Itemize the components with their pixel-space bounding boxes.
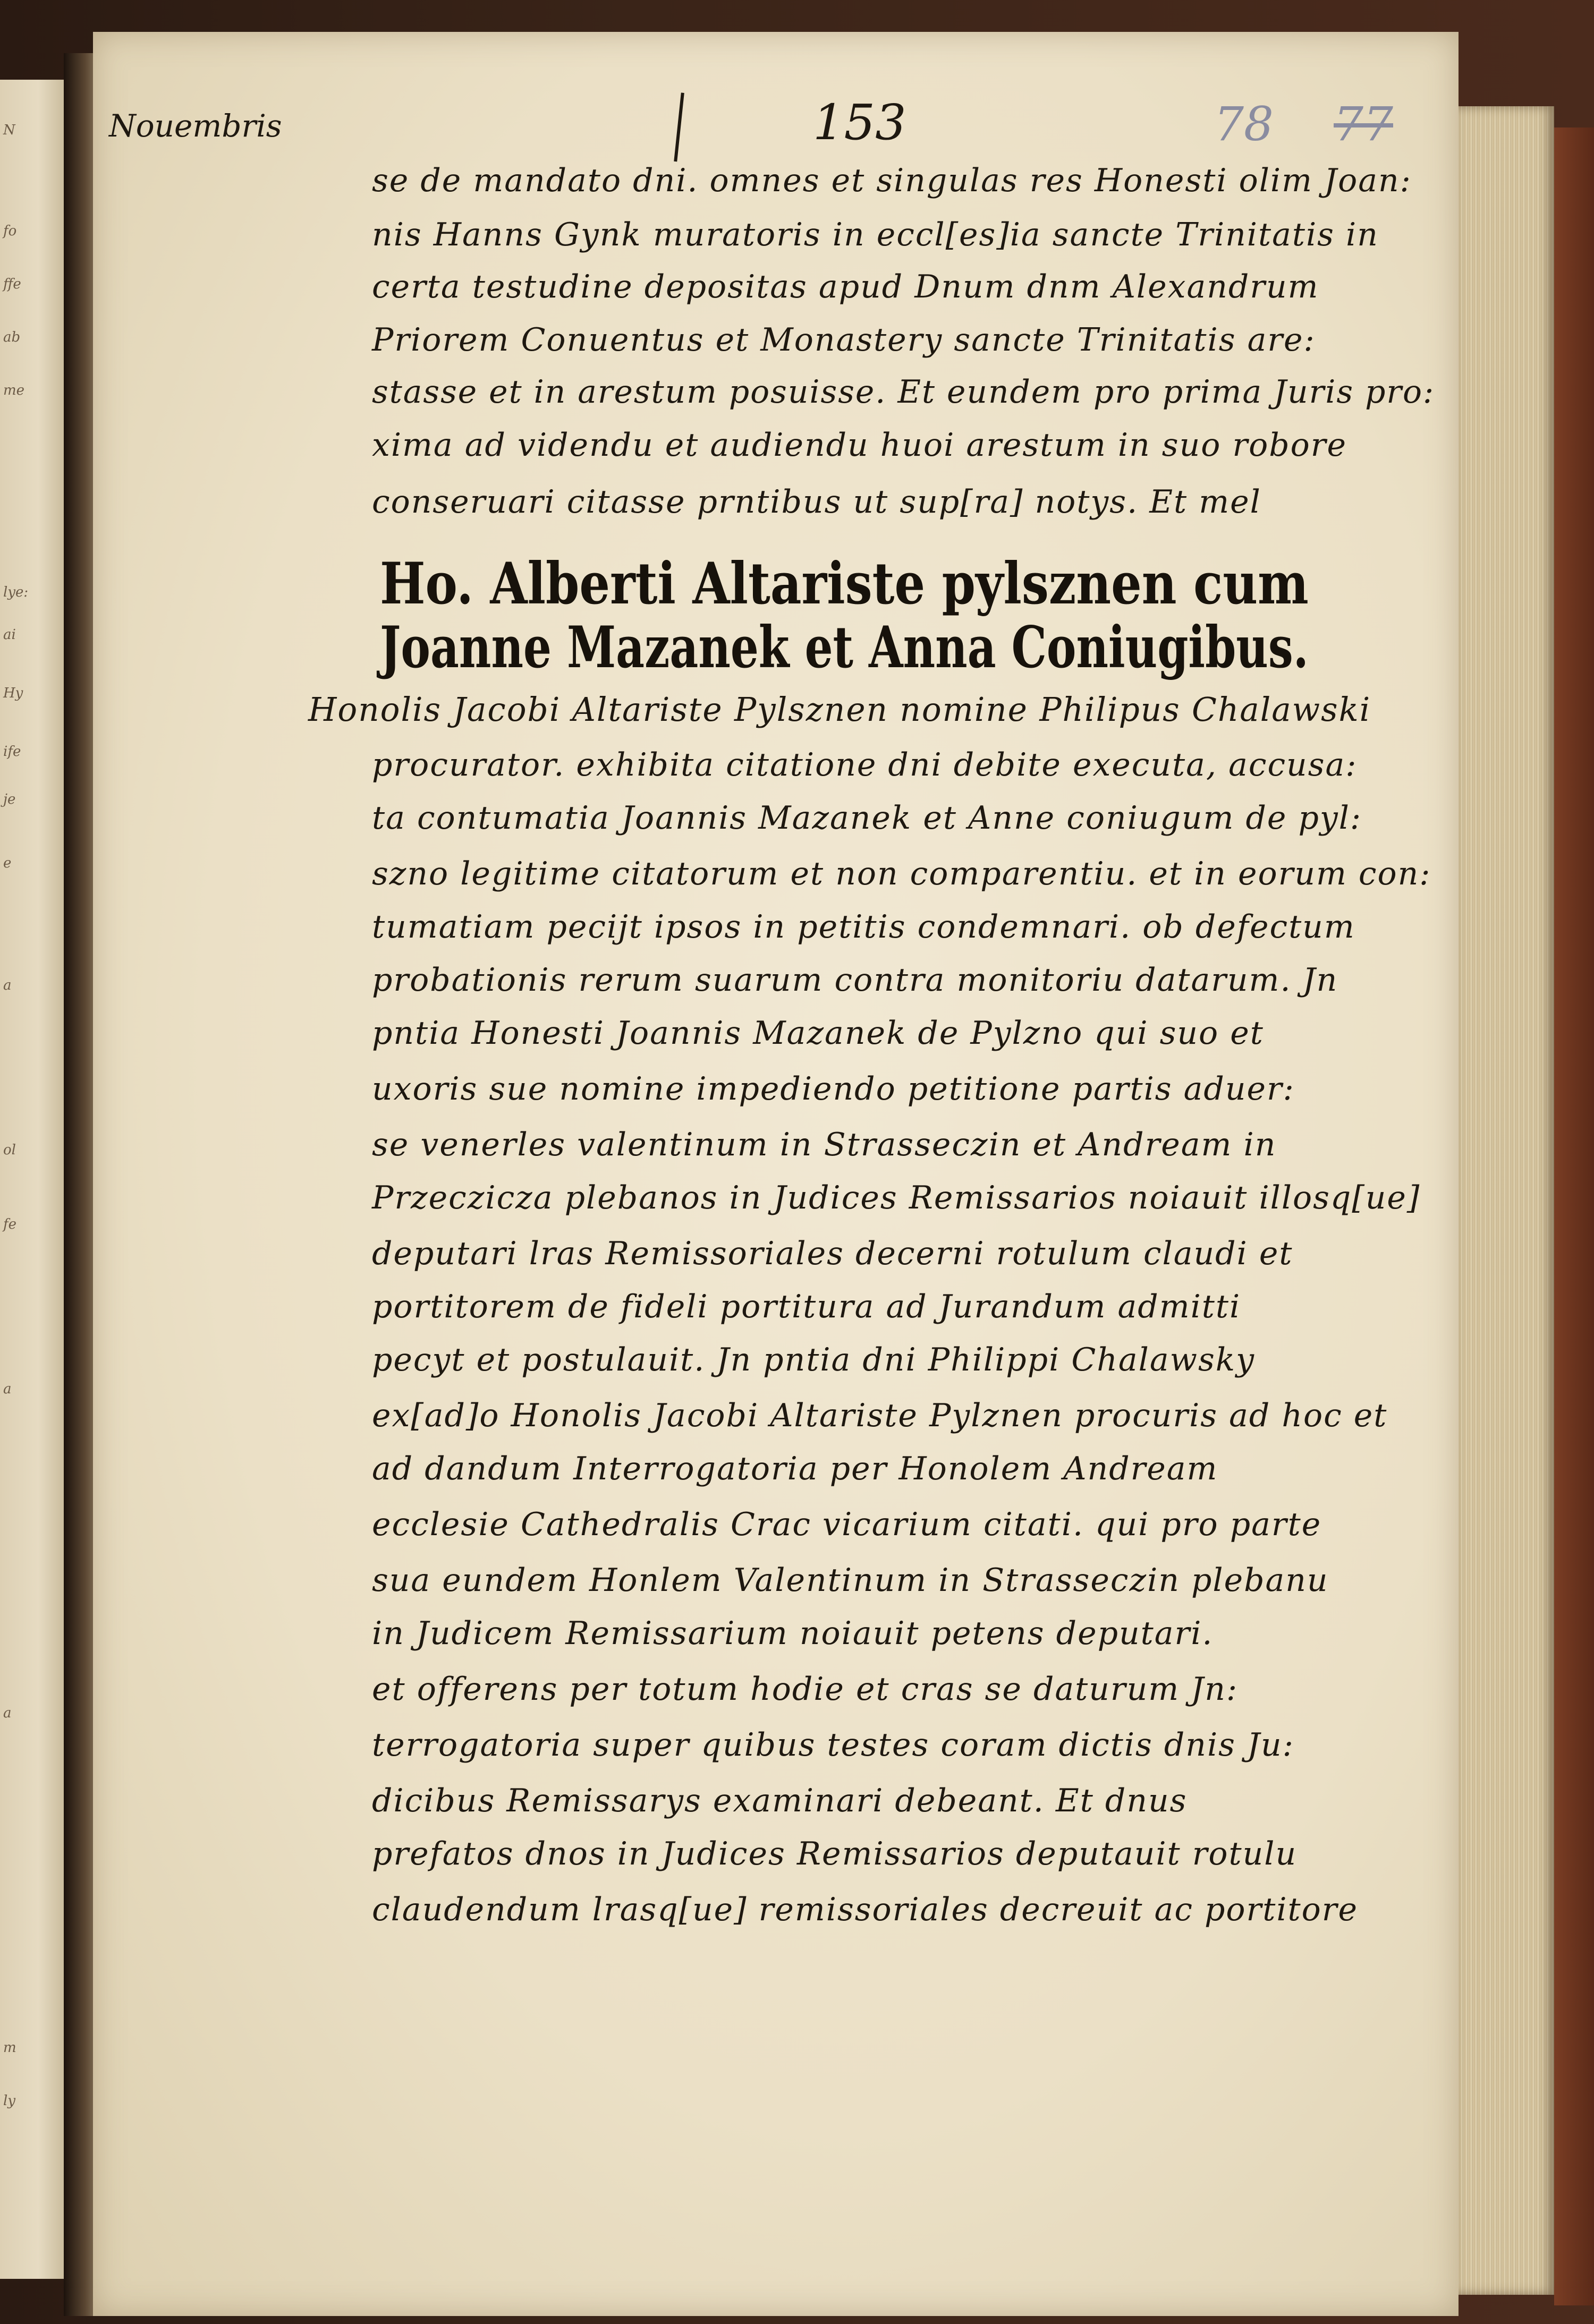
text-line: prefatos dnos in Judices Remissarios deputauit rotulu bbox=[372, 1835, 1298, 1872]
text-line: tumatiam pecijt ipsos in petitis condemnari. ob defectum bbox=[372, 908, 1355, 946]
facing-page-text: ly bbox=[3, 2093, 16, 2109]
facing-page-text: a bbox=[3, 977, 12, 993]
text-line: xima ad videndu et audiendu huoi arestum in suo robore bbox=[372, 427, 1347, 464]
facing-page-text: me bbox=[3, 382, 25, 398]
text-line: probationis rerum suarum contra monitoriu datarum. Jn bbox=[372, 961, 1338, 999]
facing-page-text: ai bbox=[3, 627, 16, 643]
heading-line: Joanne Mazanek et Anna Coniugibus. bbox=[380, 614, 1309, 681]
text-line: dicibus Remissarys examinari debeant. Et dnus bbox=[372, 1782, 1188, 1819]
text-line: ecclesie Cathedralis Crac vicarium citati. qui pro parte bbox=[372, 1506, 1322, 1543]
month-margin-note: Nouembris bbox=[109, 108, 282, 144]
facing-page-text: Hy bbox=[3, 685, 23, 701]
facing-page-text: a bbox=[3, 1381, 12, 1397]
text-line: conseruari citasse prntibus ut sup[ra] notys. Et mel bbox=[372, 483, 1261, 521]
facing-page-text: fo bbox=[3, 223, 17, 239]
text-line: szno legitime citatorum et non comparentiu. et in eorum con: bbox=[372, 855, 1431, 892]
facing-page-text: ab bbox=[3, 329, 21, 345]
text-line: se de mandato dni. omnes et singulas res Honesti olim Joan: bbox=[372, 162, 1412, 199]
folio-number: 153 bbox=[813, 94, 906, 151]
text-line: ex[ad]o Honolis Jacobi Altariste Pylznen procuris ad hoc et bbox=[372, 1397, 1388, 1434]
text-line: Przeczicza plebanos in Judices Remissarios noiauit illosq[ue] bbox=[372, 1179, 1421, 1216]
text-line: portitorem de fideli portitura ad Jurandum admitti bbox=[372, 1288, 1241, 1325]
text-line: ta contumatia Joannis Mazanek et Anne coniugum de pyl: bbox=[372, 799, 1362, 837]
text-line: ad dandum Interrogatoria per Honolem Andream bbox=[372, 1450, 1218, 1487]
text-line: Priorem Conuentus et Monastery sancte Trinitatis are: bbox=[372, 321, 1316, 359]
text-line: uxoris sue nomine impediendo petitione partis aduer: bbox=[372, 1070, 1295, 1108]
text-line: in Judicem Remissarium noiauit petens deputari. bbox=[372, 1615, 1214, 1652]
text-line: procurator. exhibita citatione dni debite executa, accusa: bbox=[372, 746, 1358, 784]
text-line: et offerens per totum hodie et cras se daturum Jn: bbox=[372, 1671, 1239, 1708]
facing-page-text: fe bbox=[3, 1216, 17, 1232]
facing-page-fragment bbox=[0, 80, 67, 2279]
text-line: Honolis Jacobi Altariste Pylsznen nomine Philipus Chalawski bbox=[308, 690, 1371, 729]
text-line: certa testudine depositas apud Dnum dnm Alexandrum bbox=[372, 268, 1319, 305]
crossed-folio-number: 77 bbox=[1334, 97, 1393, 151]
text-line: sua eundem Honlem Valentinum in Strasseczin plebanu bbox=[372, 1562, 1329, 1599]
facing-page-text: lye: bbox=[3, 584, 29, 600]
facing-page-text: je bbox=[3, 791, 16, 807]
page-edges bbox=[1459, 106, 1554, 2295]
text-line: terrogatoria super quibus testes coram dictis dnis Ju: bbox=[372, 1726, 1294, 1764]
book-cover-edge bbox=[1554, 127, 1594, 2305]
text-line: nis Hanns Gynk muratoris in eccl[es]ia sancte Trinitatis in bbox=[372, 216, 1379, 253]
facing-page-text: ife bbox=[3, 744, 21, 760]
pencil-folio-number: 78 bbox=[1214, 97, 1274, 151]
text-line: pecyt et postulauit. Jn pntia dni Philippi Chalawsky bbox=[372, 1341, 1256, 1378]
text-line: stasse et in arestum posuisse. Et eundem pro prima Juris pro: bbox=[372, 373, 1435, 411]
facing-page-text: ffe bbox=[3, 276, 21, 292]
text-line: se venerles valentinum in Strasseczin et Andream in bbox=[372, 1126, 1277, 1163]
heading-line: Ho. Alberti Altariste pylsznen cum bbox=[380, 550, 1309, 617]
facing-page-text: m bbox=[3, 2040, 16, 2056]
facing-page-text: N bbox=[3, 122, 15, 138]
text-line: deputari lras Remissoriales decerni rotulum claudi et bbox=[372, 1235, 1293, 1272]
text-line: pntia Honesti Joannis Mazanek de Pylzno qui suo et bbox=[372, 1015, 1264, 1052]
text-line: claudendum lrasq[ue] remissoriales decreuit ac portitore bbox=[372, 1891, 1358, 1928]
facing-page-text: a bbox=[3, 1705, 12, 1721]
facing-page-text: e bbox=[3, 855, 12, 871]
facing-page-text: ol bbox=[3, 1142, 16, 1158]
